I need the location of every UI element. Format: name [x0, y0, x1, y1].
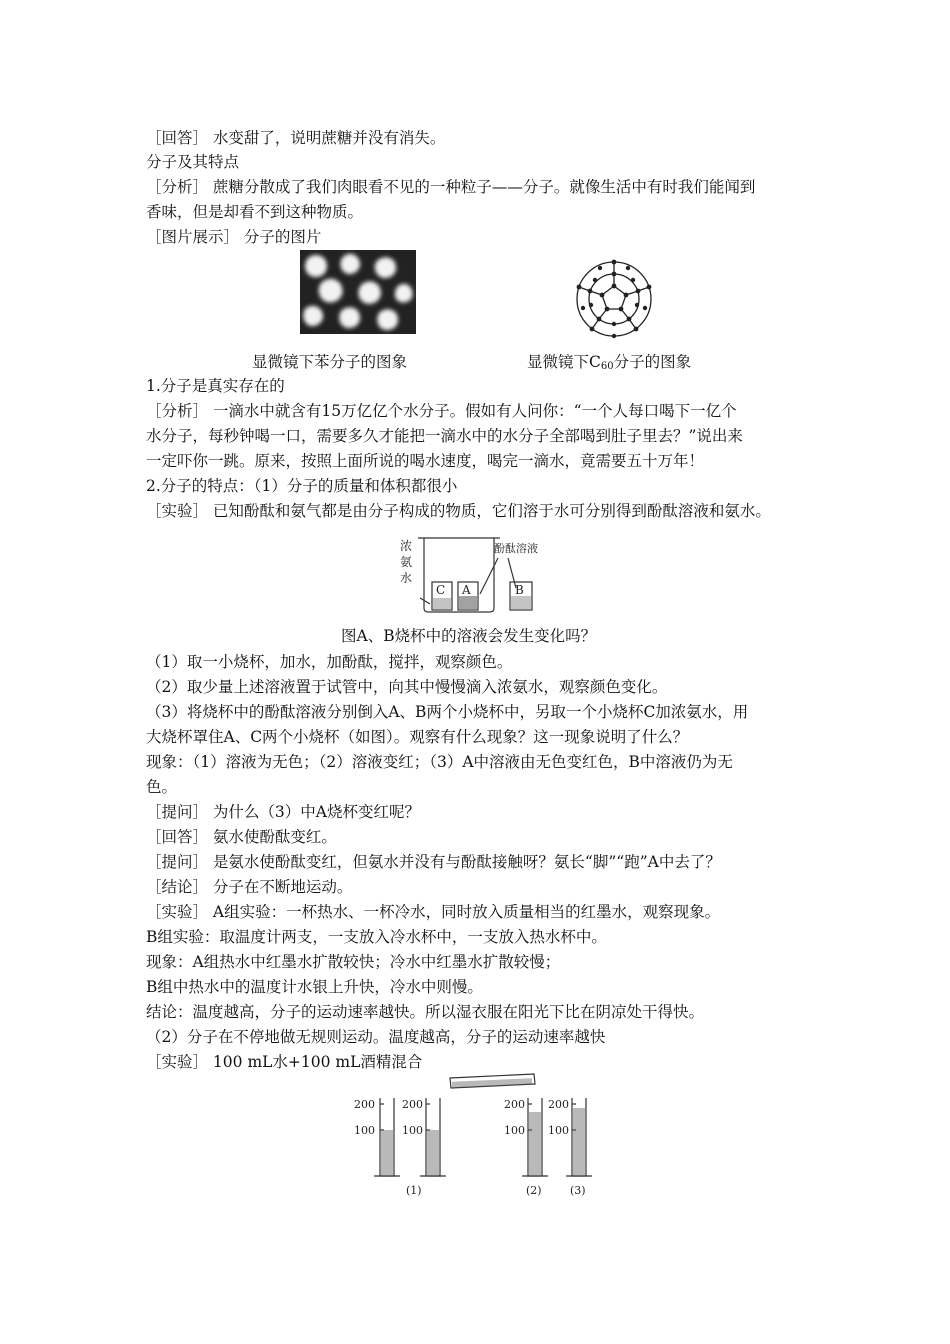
tick-200-d: 200: [548, 1098, 569, 1111]
label-concentrated: 浓: [400, 539, 413, 553]
step-3-line-1: （3）将烧杯中的酚酞溶液分别倒入A、B两个小烧杯中，另取一个小烧杯C加浓氨水，用: [146, 703, 749, 721]
beaker-b-label: B: [515, 583, 524, 597]
image-display-line: ［图片展示］ 分子的图片: [146, 228, 322, 246]
experiment-b: B组实验：取温度计两支，一支放入冷水杯中，一支放入热水杯中。: [146, 928, 607, 946]
beaker-a-label: A: [462, 583, 471, 597]
analysis-water-3: 一定吓你一跳。原来，按照上面所说的喝水速度，喝完一滴水，竟需要五十万年！: [146, 452, 705, 470]
label-ammonia: 氨: [400, 555, 413, 569]
analysis-water-1: ［分析］ 一滴水中就含有15万亿亿个水分子。假如有人问你：“一个人每口喝下一亿个: [146, 402, 737, 420]
c60-caption: 显微镜下$C_{60}$分子的图象: [527, 353, 692, 372]
beaker-caption: 图A、B烧杯中的溶液会发生变化吗？: [341, 627, 597, 645]
label-phenolphthalein: 酚酞溶液: [494, 542, 538, 555]
point-1-heading: 1.分子是真实存在的: [146, 377, 285, 395]
cylinder-label-3: (3): [570, 1184, 586, 1197]
experiment-mix: ［实验］ 100 mL水+100 mL酒精混合: [146, 1053, 423, 1071]
phenomenon-b: B组中热水中的温度计水银上升快，冷水中则慢。: [146, 978, 483, 996]
conclusion-1: ［结论］ 分子在不断地运动。: [146, 878, 353, 896]
benzene-microscope-image: [300, 250, 416, 334]
tick-200-c: 200: [504, 1098, 525, 1111]
point-2-heading: 2.分子的特点：（1）分子的质量和体积都很小: [146, 477, 458, 495]
phenomenon-line-1: 现象：（1）溶液为无色；（2）溶液变红；（3）A中溶液由无色变红色，B中溶液仍为无: [146, 753, 733, 771]
answer-2: ［回答］ 氨水使酚酞变红。: [146, 828, 337, 846]
step-1: （1）取一小烧杯，加水，加酚酞，搅拌，观察颜色。: [146, 653, 513, 671]
analysis-water-2: 水分子，每秒钟喝一口，需要多久才能把一滴水中的水分子全部喝到肚子里去？”说出来: [146, 427, 743, 445]
c60-molecule-image: [573, 258, 655, 340]
step-3-line-2: 大烧杯罩住A、C两个小烧杯（如图）。观察有什么现象？这一现象说明了什么？: [146, 728, 689, 746]
label-water: 水: [400, 571, 413, 585]
phenomenon-line-2: 色。: [146, 778, 178, 796]
tick-100-c: 100: [504, 1124, 525, 1137]
tick-200-b: 200: [402, 1098, 423, 1111]
experiment-line: ［实验］ 已知酚酞和氨气都是由分子构成的物质，它们溶于水可分别得到酚酞溶液和氨水。: [146, 502, 771, 520]
phenomenon-a: 现象：A组热水中红墨水扩散较快；冷水中红墨水扩散较慢；: [146, 953, 561, 971]
tick-100-d: 100: [548, 1124, 569, 1137]
cylinder-label-1: (1): [406, 1184, 422, 1197]
analysis-line-2: 香味，但是却看不到这种物质。: [146, 203, 364, 221]
beaker-c-label: C: [436, 583, 446, 597]
ammonia-beaker-diagram: [398, 536, 548, 620]
answer-line: ［回答］ 水变甜了，说明蔗糖并没有消失。: [146, 129, 446, 147]
experiment-a: ［实验］ A组实验：一杯热水、一杯冷水，同时放入质量相当的红墨水，观察现象。: [146, 903, 721, 921]
step-2: （2）取少量上述溶液置于试管中，向其中慢慢滴入浓氨水，观察颜色变化。: [146, 678, 668, 696]
cylinder-mixing-diagram: [350, 1072, 600, 1202]
tick-100-a: 100: [354, 1124, 375, 1137]
question-1: ［提问］ 为什么（3）中A烧杯变红呢？: [146, 803, 420, 821]
tick-100-b: 100: [402, 1124, 423, 1137]
question-2: ［提问］ 是氨水使酚酞变红，但氨水并没有与酚酞接触呀？氨长“脚”“跑”A中去了？: [146, 853, 721, 871]
cylinder-label-2: (2): [526, 1184, 542, 1197]
tick-200-a: 200: [354, 1098, 375, 1111]
section-heading: 分子及其特点: [146, 153, 240, 171]
analysis-line-1: ［分析］ 蔗糖分散成了我们肉眼看不见的一种粒子——分子。就像生活中有时我们能闻到: [146, 178, 756, 196]
benzene-caption: 显微镜下苯分子的图象: [252, 353, 408, 371]
point-2b: （2）分子在不停地做无规则运动。温度越高，分子的运动速率越快: [146, 1028, 606, 1046]
conclusion-2: 结论：温度越高，分子的运动速率越快。所以湿衣服在阳光下比在阴凉处干得快。: [146, 1003, 705, 1021]
